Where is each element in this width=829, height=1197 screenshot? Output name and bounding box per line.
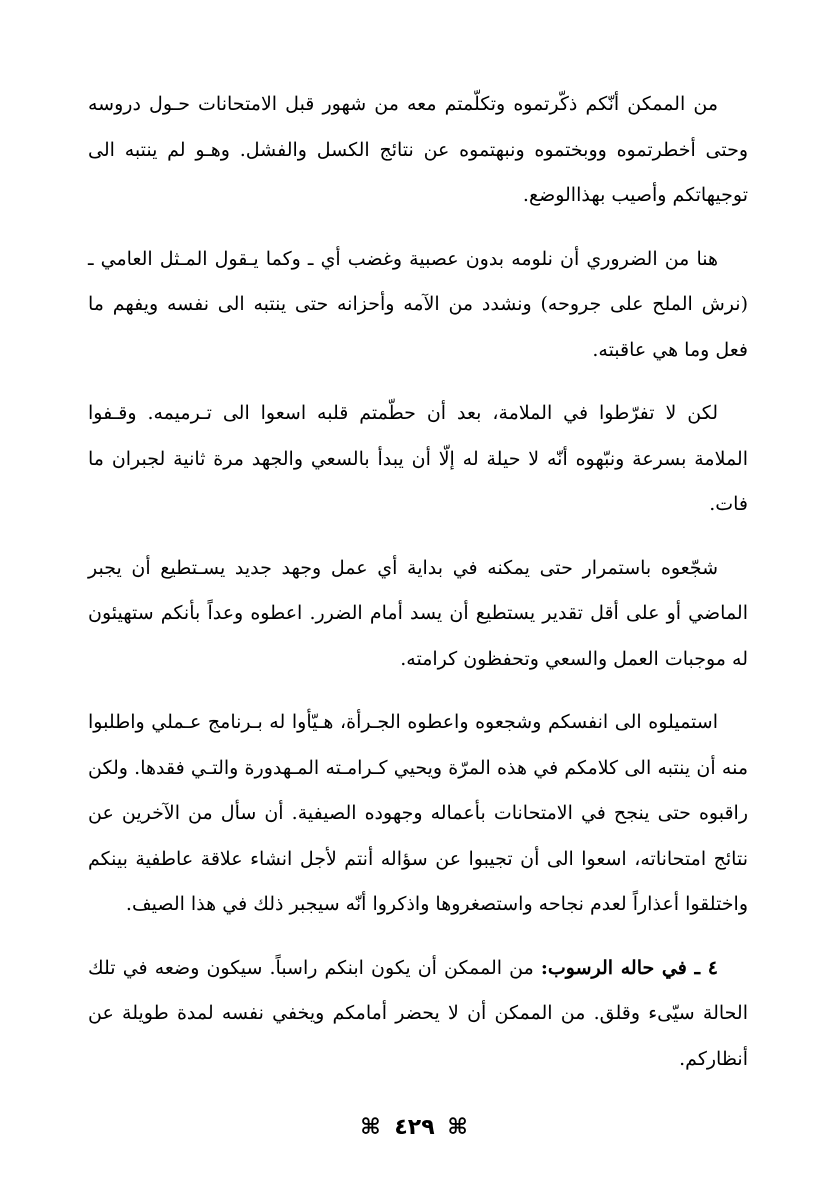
paragraph-1: من الممكن أنّكم ذكّرتموه وتكلّمتم معه من شهور قبل الامتحانات حـول دروسه وحتى أخطرتموه ووبختموه ونبهتموه عن نتائج الكسل والفشل. وهـو لم ينتبه الى توجيهاتكم وأصيب بهذاالوضع.: [88, 93, 748, 206]
paragraph-4: شجّعوه باستمرار حتى يمكنه في بداية أي عمل وجهد جديد يسـتطيع أن يجبر الماضي أو على أقل تقدير يستطيع أن يسد أمام الضرر. اعطوه وعداً بأنكم ستهيئون له موجبات العمل والسعي وتحفظون كرامته.: [88, 556, 748, 670]
paragraph-5: استميلوه الى انفسكم وشجعوه واعطوه الجـرأة، هـيّأوا له بـرنامج عـملي واطلبوا منه أن ينتبه الى كلامكم في هذه المرّة ويحيي كـرامـته المـهدورة والتـي فقدها. ولكن راقبوه حتى ينجح في الامتحانات بأعماله وجهوده الصيفية. أن سأل من الآخرين عن نتائج امتحاناته، اسعوا الى أن تجيبوا عن سؤاله أنتم لأجل انشاء علاقة عاطفية بينكم واختلقوا أعذاراً لعدم نجاحه واستصغروها واذكروا أنّه سيجبر ذلك في هذا الصيف.: [88, 711, 748, 915]
page-body: [88, 82, 748, 1100]
page-footer: [0, 1114, 829, 1140]
command-symbol-icon: ⌘: [447, 1114, 469, 1140]
section-text: من الممكن أن يكون ابنكم راسباً. سيكون وضعه في تلك الحالة سيّىء وقلق. من الممكن أن لا يحضر أمامكم ويخفي نفسه لمدة طويلة عن أنظاركم.: [88, 956, 748, 1070]
command-symbol-icon: ⌘: [360, 1114, 382, 1140]
section-heading: ٤ ـ في حاله الرسوب:: [540, 956, 718, 979]
paragraph-3: لكن لا تفرّطوا في الملامة، بعد أن حطّمتم قلبه اسعوا الى تـرميمه. وقـفوا الملامة بسرعة ونبّهوه أنّه لا حيلة له إلّا أن يبدأ بالسعي والجهد مرة ثانية لجبران ما فات.: [88, 402, 748, 515]
page-number: ٤٢٩: [394, 1114, 435, 1140]
paragraph-2: هنا من الضروري أن نلومه بدون عصبية وغضب أي ـ وكما يـقول المـثل العامي ـ (نرش الملح على جروحه) ونشدد من الآمه وأحزانه حتى ينتبه الى نفسه ويفهم ما فعل وما هي عاقبته.: [88, 247, 748, 361]
paragraph-6: [88, 946, 748, 1083]
